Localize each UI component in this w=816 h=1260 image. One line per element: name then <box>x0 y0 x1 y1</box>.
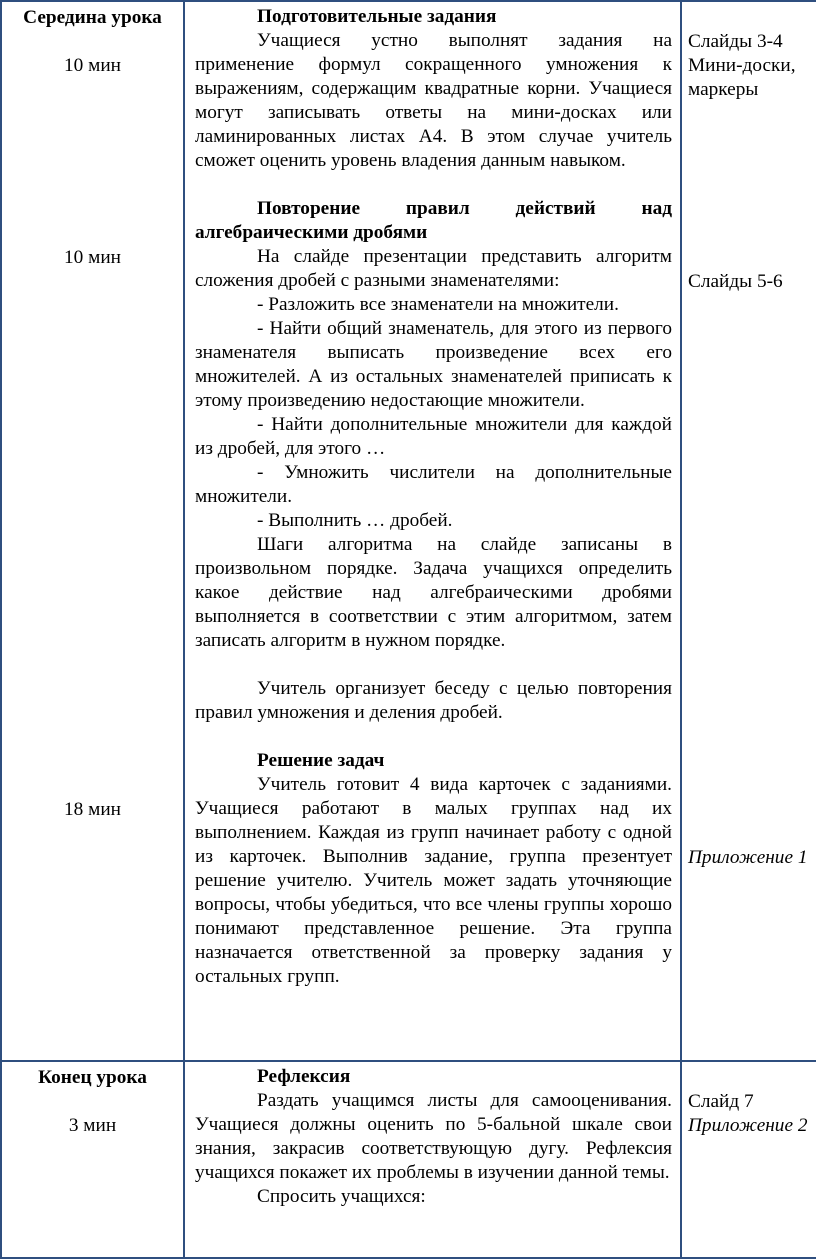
time-label: 18 мин <box>64 799 121 820</box>
paragraph: Учащиеся устно выполнят задания на применение формул сокращенного умножения к выражениям, содержащим квадратные корни. Учащиеся могут записывать ответы на мини-досках или ламинированных листах А4. В этом случае учитель сможет оценить уровень владения данным навыком. <box>195 30 672 171</box>
stage-label: Середина урока <box>23 7 162 28</box>
paragraph: Спросить учащихся: <box>257 1186 426 1207</box>
algorithm-step: - Найти дополнительные множители для каждой из дробей, для этого … <box>195 414 672 459</box>
content-cell-end <box>184 1061 681 1258</box>
section-heading: Рефлексия <box>257 1066 351 1087</box>
paragraph: Учитель готовит 4 вида карточек с заданиями. Учащиеся работают в малых группах над их выполнением. Каждая из групп начинает работу с одной из карточек. Выполнив задание, группа презентует решение учителю. Учитель может задать уточняющие вопросы, чтобы убедиться, что все члены группы хорошо понимают представленное решение. Эта группа назначается ответственной за проверку задания у остальных групп. <box>195 774 672 987</box>
stage-label: Конец урока <box>38 1067 147 1088</box>
resource-label: Приложение 1 <box>688 847 808 868</box>
time-label: 10 мин <box>64 247 121 268</box>
table-row-middle <box>1 1 816 1061</box>
section-heading: Подготовительные задания <box>257 6 497 27</box>
resource-label: маркеры <box>688 79 759 100</box>
time-label: 3 мин <box>68 1115 117 1136</box>
algorithm-step: - Разложить все знаменатели на множители. <box>257 294 619 315</box>
resource-label: Слайды 5-6 <box>688 271 783 292</box>
time-label: 10 мин <box>64 55 121 76</box>
paragraph: На слайде презентации представить алгоритм сложения дробей с разными знаменателями: <box>195 246 672 291</box>
algorithm-step: - Выполнить … дробей. <box>257 510 453 531</box>
algorithm-step: - Найти общий знаменатель, для этого из первого знаменателя выписать произведение всех его множителей. А из остальных знаменателей приписать к этому произведению недостающие множители. <box>195 318 672 411</box>
resources-cell-end <box>681 1061 816 1258</box>
algorithm-step: - Умножить числители на дополнительные множители. <box>195 462 672 507</box>
resource-label: Слайд 7 <box>688 1091 754 1112</box>
table-row-end <box>1 1061 816 1258</box>
resource-label: Слайды 3-4 <box>688 31 783 52</box>
stage-cell-end <box>1 1061 184 1258</box>
paragraph: Учитель организует беседу с целью повторения правил умножения и деления дробей. <box>195 678 672 723</box>
paragraph: Раздать учащимся листы для самооценивания. Учащиеся должны оценить по 5-бальной шкале свои знания, закрасив соответствующую дугу. Рефлексия учащихся покажет их проблемы в изучении данной темы. <box>195 1090 672 1183</box>
content-cell-middle <box>184 1 681 1061</box>
resources-cell-middle <box>681 1 816 1061</box>
resource-label: Приложение 2 <box>688 1115 808 1136</box>
section-heading: Решение задач <box>257 750 385 771</box>
section-heading: Повторение правил действий над алгебраическими дробями <box>195 198 672 243</box>
resource-label: Мини-доски, <box>688 55 796 76</box>
stage-cell-middle <box>1 1 184 1061</box>
paragraph: Шаги алгоритма на слайде записаны в произвольном порядке. Задача учащихся определить какое действие над алгебраическими дробями выполняется в соответствии с этим алгоритмом, затем записать алгоритм в нужном порядке. <box>195 534 672 651</box>
